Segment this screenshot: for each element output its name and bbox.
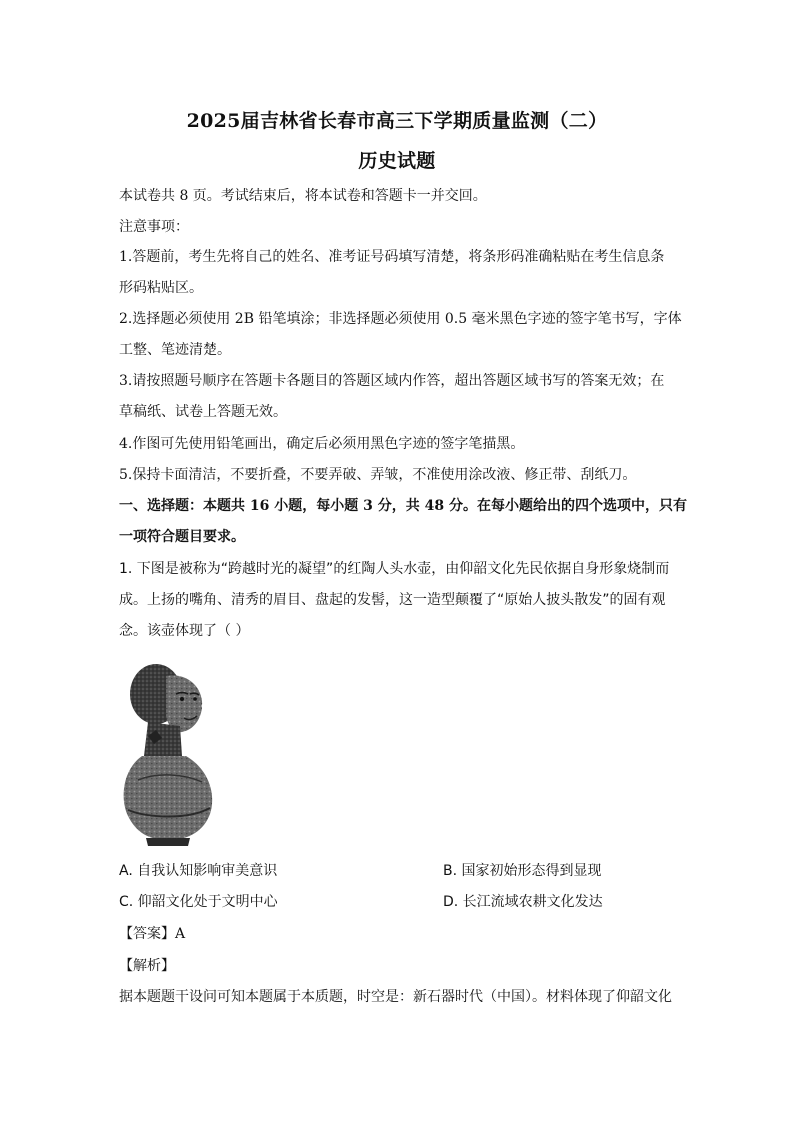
page-title: 2025届吉林省长春市高三下学期质量监测（二）	[186, 110, 608, 132]
notice-line: 工整、笔迹清楚。	[119, 342, 231, 358]
notice-line: 形码粘贴区。	[119, 280, 203, 296]
answer-label: 【答案】A	[119, 926, 186, 942]
pottery-head-vessel-image	[118, 660, 218, 850]
notice-line: 2.选择题必须使用 2B 铅笔填涂；非选择题必须使用 0.5 毫米黑色字迹的签字笔书写，字体	[119, 311, 682, 327]
notice-line: 4.作图可先使用铅笔画出，确定后必须用黑色字迹的签字笔描黑。	[119, 436, 525, 452]
option-c: C. 仰韶文化处于文明中心	[119, 894, 278, 910]
question-stem: 1. 下图是被称为“跨越时光的凝望”的红陶人头水壶，由仰韶文化先民依据自身形象烧制而	[119, 561, 670, 577]
notice-line: 1.答题前，考生先将自己的姓名、准考证号码填写清楚，将条形码准确粘贴在考生信息条	[119, 249, 665, 265]
analysis-heading: 【解析】	[119, 958, 175, 974]
section-heading: 一、选择题：本题共 16 小题，每小题 3 分，共 48 分。在每小题给出的四个选项中，只有	[119, 498, 687, 514]
notice-line: 草稿纸、试卷上答题无效。	[119, 404, 287, 420]
section-heading: 一项符合题目要求。	[119, 529, 245, 545]
analysis-text: 据本题题干设问可知本题属于本质题，时空是：新石器时代（中国）。材料体现了仰韶文化	[119, 989, 672, 1005]
notice-line: 3.请按照题号顺序在答题卡各题目的答题区域内作答，超出答题区域书写的答案无效；在	[119, 373, 665, 389]
option-b: B. 国家初始形态得到显现	[443, 863, 602, 879]
option-d: D. 长江流域农耕文化发达	[443, 894, 603, 910]
option-a: A. 自我认知影响审美意识	[119, 863, 278, 879]
intro-text: 本试卷共 8 页。考试结束后，将本试卷和答题卡一并交回。	[119, 188, 487, 204]
notice-heading: 注意事项：	[119, 219, 189, 235]
notice-line: 5.保持卡面清洁，不要折叠，不要弄破、弄皱，不准使用涂改液、修正带、刮纸刀。	[119, 467, 637, 483]
question-stem: 念。该壶体现了（ ）	[119, 623, 250, 639]
page-subtitle: 历史试题	[358, 150, 436, 172]
question-stem: 成。上扬的嘴角、清秀的眉目、盘起的发髻，这一造型颠覆了“原始人披头散发”的固有观	[119, 592, 666, 608]
